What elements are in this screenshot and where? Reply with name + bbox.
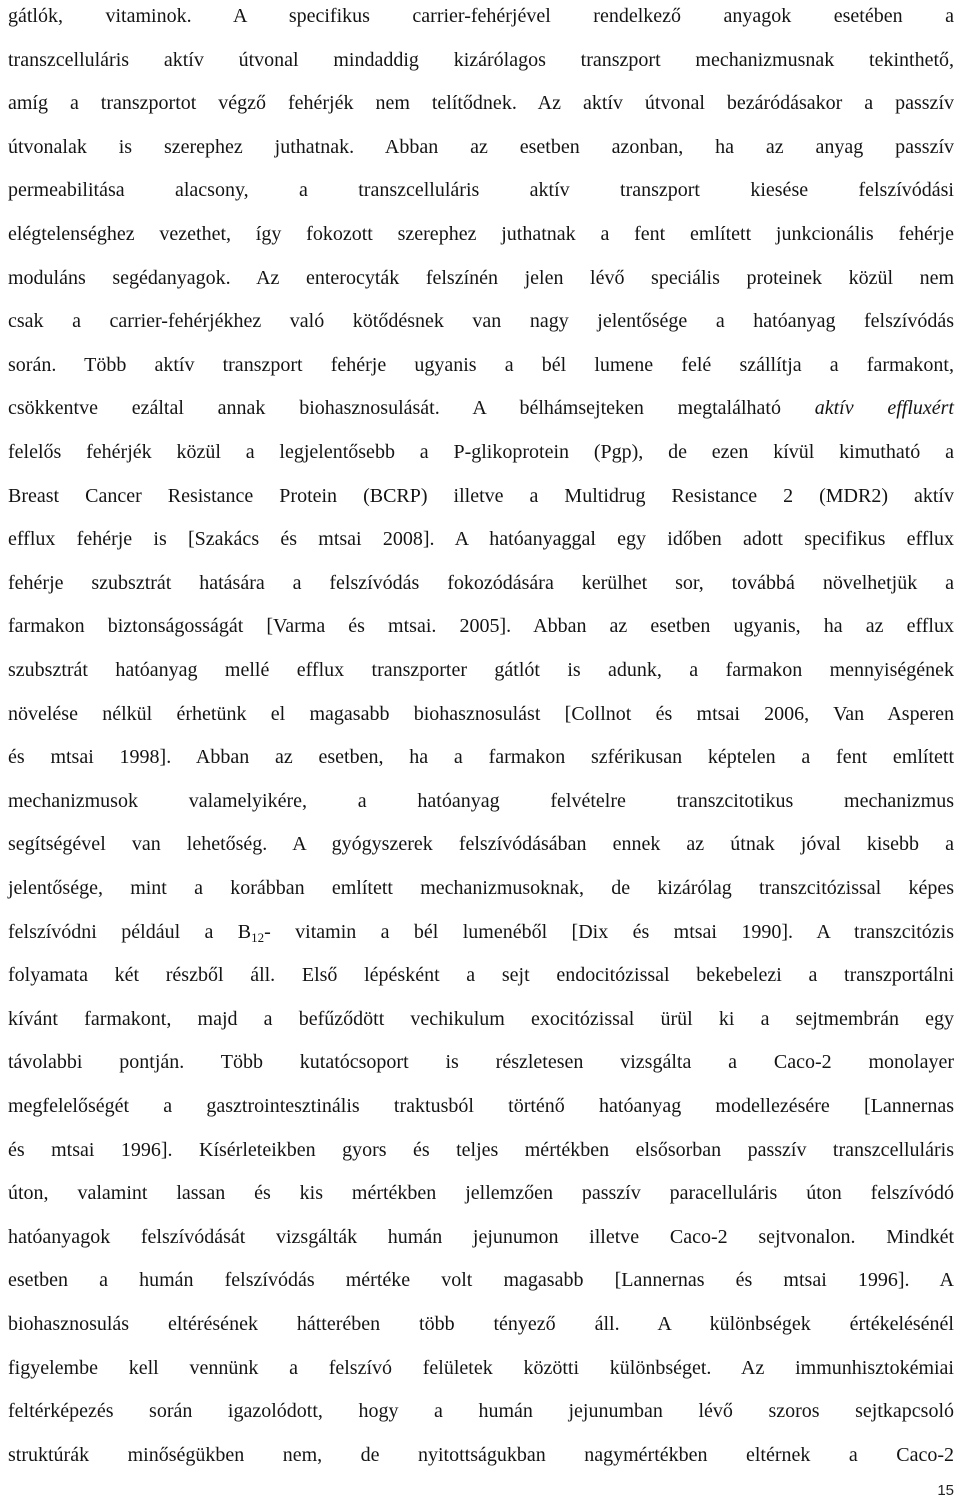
text-line	[8, 392, 954, 424]
text-line	[8, 654, 954, 686]
text-line	[8, 262, 954, 294]
text-segment: hatóanyagok felszívódását vizsgálták humán jejunumon illetve Caco-2 sejtvonalon. Mindkét	[8, 1225, 954, 1248]
text-segment: fehérje szubsztrát hatására a felszívódás fokozódására kerülhet sor, továbbá növelhetjük a	[8, 571, 954, 594]
text-segment: szubsztrát hatóanyag mellé efflux transzporter gátlót is adunk, a farmakon mennyiségének	[8, 659, 954, 681]
text-line	[8, 218, 954, 250]
text-line	[8, 305, 954, 337]
text-segment: gátlók, vitaminok. A specifikus carrier-fehérjével rendelkező anyagok esetében a	[8, 5, 954, 27]
italic-text: aktív effluxért	[814, 397, 954, 420]
text-segment: feltérképezés során igazolódott, hogy a humán jejunumban lévő szoros sejtkapcsoló	[8, 1400, 954, 1423]
text-line	[8, 1090, 954, 1122]
text-segment: figyelembe kell vennünk a felszívó felületek közötti különbséget. Az immunhisztokémiai	[8, 1356, 954, 1379]
text-line	[8, 480, 954, 512]
text-segment: csak a carrier-fehérjékhez való kötődésnek van nagy jelentősége a hatóanyag felszívódás	[8, 310, 954, 333]
text-segment: esetben a humán felszívódás mértéke volt magasabb [Lannernas és mtsai 1996]. A	[8, 1269, 954, 1292]
text-segment: jelentősége, mint a korábban említett mechanizmusoknak, de kizárólag transzcitózissal képes	[8, 877, 954, 899]
text-line	[8, 916, 954, 948]
text-segment: kívánt farmakont, majd a befűződött vechikulum exocitózissal ürül ki a sejtmembrán egy	[8, 1007, 954, 1030]
text-line	[8, 87, 954, 119]
text-segment: csökkentve ezáltal annak biohasznosulását. A bélhámsejteken megtalálható	[8, 397, 815, 420]
text-line	[8, 567, 954, 599]
text-line	[8, 1264, 954, 1296]
text-segment: elégtelenséghez vezethet, így fokozott szerephez juthatnak a fent említett junkcionális fehérje	[8, 223, 954, 245]
text-segment: mechanizmusok valamelyikére, a hatóanyag felvételre transzcitotikus mechanizmus	[8, 789, 954, 812]
text-segment: növelése nélkül érhetünk el magasabb biohasznosulást [Collnot és mtsai 2006, Van Asperen	[8, 702, 954, 725]
text-line	[8, 436, 954, 468]
text-segment: Breast Cancer Resistance Protein (BCRP) illetve a Multidrug Resistance 2 (MDR2) aktív	[8, 484, 954, 507]
text-segment: biohasznosulás eltérésének hátterében több tényező áll. A különbségek értékelésénél	[8, 1313, 954, 1335]
page-number: 15	[937, 1482, 954, 1499]
text-line	[8, 1003, 954, 1035]
text-segment: moduláns segédanyagok. Az enterocyták felszínén jelen lévő speciális proteinek közül nem	[8, 266, 954, 289]
text-segment: transzcelluláris aktív útvonal mindaddig kizárólagos transzport mechanizmusnak tekinthető,	[8, 48, 954, 71]
text-line	[8, 349, 954, 381]
text-segment: folyamata két részből áll. Első lépésként a sejt endocitózissal bekebelezi a transzportálni	[8, 964, 954, 987]
text-line	[8, 44, 954, 76]
text-line	[8, 1439, 954, 1471]
text-segment: amíg a transzportot végző fehérjék nem telítődnek. Az aktív útvonal bezáródásakor a passzív	[8, 92, 954, 115]
text-line	[8, 523, 954, 555]
text-segment: felszívódni például a B	[8, 920, 252, 943]
text-segment: és mtsai 1996]. Kísérleteikben gyors és teljes mértékben elsősorban passzív transzcelluláris	[8, 1138, 954, 1161]
text-line	[8, 785, 954, 817]
text-line	[8, 610, 954, 642]
text-segment: struktúrák minőségükben nem, de nyitottságukban nagymértékben eltérnek a Caco-2	[8, 1443, 954, 1466]
text-line	[8, 1177, 954, 1209]
text-segment: farmakon biztonságosságát [Varma és mtsai. 2005]. Abban az esetben ugyanis, ha az efflux	[8, 615, 954, 638]
text-segment: efflux fehérje is [Szakács és mtsai 2008]. A hatóanyaggal egy időben adott specifikus efflux	[8, 528, 954, 551]
text-segment: permeabilitása alacsony, a transzcelluláris aktív transzport kiesése felszívódási	[8, 179, 954, 202]
text-segment: során. Több aktív transzport fehérje ugyanis a bél lumene felé szállítja a farmakont,	[8, 353, 954, 376]
text-line	[8, 1308, 954, 1340]
text-line	[8, 828, 954, 860]
text-segment: - vitamin a bél lumenéből [Dix és mtsai 1990]. A transzcitózis	[264, 920, 955, 943]
text-line	[8, 1395, 954, 1427]
text-segment: segítségével van lehetőség. A gyógyszerek felszívódásában ennek az útnak jóval kisebb a	[8, 833, 954, 856]
text-line	[8, 741, 954, 773]
text-segment: úton, valamint lassan és kis mértékben jellemzően passzív paracelluláris úton felszívódó	[8, 1182, 954, 1205]
text-line	[8, 1221, 954, 1253]
subscript-text: 12	[251, 929, 265, 945]
text-line	[8, 698, 954, 730]
text-line	[8, 131, 954, 163]
text-line	[8, 1352, 954, 1384]
text-segment: útvonalak is szerephez juthatnak. Abban az esetben azonban, ha az anyag passzív	[8, 135, 954, 158]
text-line	[8, 0, 954, 32]
text-line	[8, 174, 954, 206]
text-segment: távolabbi pontján. Több kutatócsoport is részletesen vizsgálta a Caco-2 monolayer	[8, 1051, 954, 1074]
text-line	[8, 872, 954, 904]
text-line	[8, 1046, 954, 1078]
text-segment: felelős fehérjék közül a legjelentősebb a P-glikoprotein (Pgp), de ezen kívül kimutható a	[8, 441, 954, 463]
text-line	[8, 959, 954, 991]
text-line	[8, 1134, 954, 1166]
text-segment: és mtsai 1998]. Abban az esetben, ha a farmakon szférikusan képtelen a fent említett	[8, 746, 954, 769]
text-segment: megfelelőségét a gasztrointesztinális traktusból történő hatóanyag modellezésére [Lannernas	[8, 1095, 954, 1117]
